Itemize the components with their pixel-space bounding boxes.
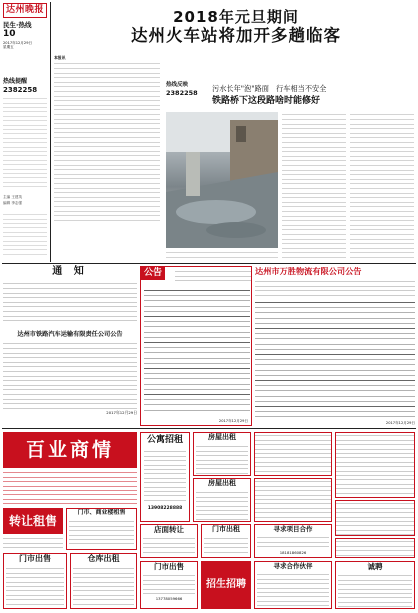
house-rent-2 bbox=[193, 478, 251, 522]
shop-rent-title: 门市出租 bbox=[212, 525, 240, 533]
shop-sale-2-title: 门市出售 bbox=[154, 562, 184, 571]
shop-transfer bbox=[140, 524, 198, 558]
editor-name: 王建英 bbox=[11, 195, 23, 199]
shop-rent-body bbox=[204, 536, 248, 556]
road-photo-art bbox=[166, 112, 278, 248]
hotline-box bbox=[3, 78, 47, 94]
notice-body bbox=[3, 281, 137, 325]
apartment-phone: 13908228888 bbox=[147, 506, 183, 512]
desk-label: 编辑 bbox=[3, 201, 11, 205]
band-divider bbox=[2, 263, 416, 264]
masthead-logo: 达州晚报 bbox=[3, 3, 47, 18]
hiring-banner bbox=[201, 561, 251, 609]
partner2-ad bbox=[254, 561, 332, 609]
baiye-title: 百业商情 bbox=[25, 439, 114, 461]
story2-body-1 bbox=[282, 112, 346, 260]
house-rent-1 bbox=[193, 432, 251, 476]
shop-rent bbox=[201, 524, 251, 558]
hotline-number: 2382258 bbox=[3, 85, 38, 94]
announcement-title: 公告 bbox=[141, 267, 165, 280]
story-hotline-label: 热线反映 bbox=[166, 82, 189, 88]
house-rent-2-title: 房屋出租 bbox=[208, 479, 236, 487]
dasheng-date: 2017年12月29日 bbox=[385, 421, 415, 426]
announcement-intro bbox=[175, 269, 251, 283]
notice-title: 通 知 bbox=[52, 266, 88, 277]
sidebar-filler bbox=[3, 96, 47, 188]
partner2-body bbox=[257, 572, 329, 606]
transfer-body bbox=[3, 536, 63, 550]
baiye-filler bbox=[3, 470, 137, 504]
recruit-body bbox=[338, 573, 412, 607]
story2-headline bbox=[212, 84, 416, 107]
warehouse-body bbox=[73, 566, 134, 606]
announcement-block bbox=[140, 266, 252, 426]
shop-ad-title: 门市、商业楼租售 bbox=[77, 509, 126, 516]
shop-sale-1-body bbox=[6, 566, 64, 606]
notice-body-2 bbox=[3, 341, 137, 409]
apartment-title: 公寓招租 bbox=[146, 435, 183, 445]
hiring-title: 招生招聘 bbox=[206, 579, 246, 590]
right-ad-2 bbox=[335, 432, 415, 498]
sidebar-filler-2 bbox=[3, 212, 47, 258]
shop-sale-1-title: 门市出售 bbox=[19, 554, 51, 563]
notice-title-2: 达州市铁路汽车运输有限责任公司公告 bbox=[17, 330, 123, 338]
issue-date: 2017年12月29日 bbox=[3, 40, 33, 45]
shop-sale-2-phone: 13778059666 bbox=[155, 596, 183, 602]
road-photo bbox=[166, 112, 278, 248]
partner-title: 寻求项目合作 bbox=[273, 525, 313, 533]
issue-weekday: 星期五 bbox=[3, 45, 14, 50]
lead-article bbox=[54, 56, 160, 224]
notice-date: 2017年12月29日 bbox=[106, 410, 137, 416]
desk-name: 李志强 bbox=[11, 201, 23, 205]
dasheng-title: 达州市万胜物流有限公司公告 bbox=[255, 266, 362, 276]
section-title: 民生·热线 bbox=[3, 21, 32, 30]
dasheng-block bbox=[255, 266, 415, 426]
recruit-title: 诚聘 bbox=[367, 562, 383, 571]
apartment-body bbox=[144, 449, 186, 503]
story-hotline bbox=[166, 82, 206, 97]
page-number: 10 bbox=[3, 29, 16, 40]
apartment-ad bbox=[140, 432, 190, 522]
story2-body-2 bbox=[350, 112, 414, 260]
story2-head2: 铁路桥下这段路啥时能修好 bbox=[212, 96, 321, 106]
right-ad-1 bbox=[254, 432, 332, 476]
hotline-label: 热线提醒 bbox=[3, 78, 28, 85]
partner-phone: 18181860826 bbox=[279, 550, 307, 556]
lead-body bbox=[54, 61, 160, 221]
right-ad-4 bbox=[335, 500, 415, 536]
announcement-table bbox=[144, 287, 250, 415]
partner-body bbox=[257, 535, 329, 549]
partner-ad bbox=[254, 524, 332, 558]
right-ad-3 bbox=[254, 478, 332, 522]
main-headline bbox=[56, 8, 416, 46]
shop-transfer-title: 店面转让 bbox=[154, 525, 184, 534]
staff-credits bbox=[3, 194, 47, 206]
shop-sale-2 bbox=[140, 561, 198, 609]
announcement-date: 2017年12月29日 bbox=[218, 418, 248, 423]
shop-sale-1 bbox=[3, 553, 67, 609]
story2-body-3 bbox=[166, 250, 278, 260]
shop-transfer-body bbox=[143, 536, 195, 556]
shop-sale-2-body bbox=[143, 573, 195, 595]
shop-ad-body bbox=[69, 519, 134, 547]
partner2-title: 寻求合作伙伴 bbox=[273, 562, 313, 570]
story-hotline-number: 2382258 bbox=[166, 88, 198, 97]
baiye-banner bbox=[3, 432, 137, 468]
recruit-ad bbox=[335, 561, 415, 609]
right-ad-5 bbox=[335, 538, 415, 558]
story2-head1: 污水长年"泡"路面 行车相当不安全 bbox=[212, 84, 327, 93]
headline-line2: 达州火车站将加开多趟临客 bbox=[131, 26, 341, 45]
warehouse-ad bbox=[70, 553, 137, 609]
headline-line1: 2018年元旦期间 bbox=[173, 8, 299, 26]
left-divider-v bbox=[50, 2, 51, 262]
editor-label: 主编 bbox=[3, 195, 11, 199]
house-rent-1-title: 房屋出租 bbox=[208, 433, 236, 441]
dasheng-table bbox=[255, 299, 415, 419]
transfer-title: 转让租售 bbox=[8, 514, 57, 528]
transfer-banner bbox=[3, 508, 63, 534]
house-rent-2-body bbox=[196, 490, 248, 520]
dasheng-intro bbox=[255, 279, 415, 297]
warehouse-title: 仓库出租 bbox=[87, 554, 120, 563]
lead-byline: 本报讯 bbox=[54, 55, 66, 60]
masthead bbox=[3, 3, 47, 50]
house-rent-1-body bbox=[196, 444, 248, 474]
shop-ad bbox=[66, 508, 137, 550]
notice-block bbox=[3, 266, 137, 426]
classifieds-divider bbox=[2, 428, 416, 429]
